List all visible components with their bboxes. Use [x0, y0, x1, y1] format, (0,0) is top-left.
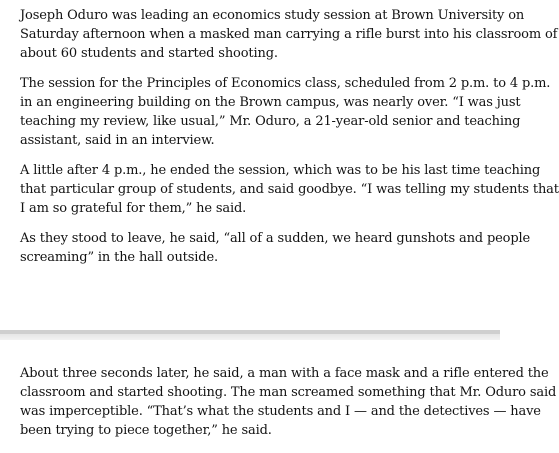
article-body-bottom — [20, 364, 557, 451]
text-line: About three seconds later, he said, a man with a face mask and a rifle entered the — [20, 366, 549, 381]
text-line: As they stood to leave, he said, “all of a sudden, we heard gunshots and people — [20, 231, 531, 246]
text-line: I am so grateful for them,” he said. — [20, 201, 247, 216]
article-paragraph — [20, 6, 558, 63]
article-paragraph — [20, 74, 551, 150]
text-line: screaming” in the hall outside. — [20, 250, 218, 265]
text-line: assistant, said in an interview. — [20, 133, 215, 148]
text-line: The session for the Principles of Economics class, scheduled from 2 p.m. to 4 p.m. — [20, 76, 551, 91]
text-line: teaching my review, like usual,” Mr. Oduro, a 21-year-old senior and teaching — [20, 114, 521, 129]
text-line: that particular group of students, and said goodbye. “I was telling my students that — [20, 182, 559, 197]
text-line: Saturday afternoon when a masked man carrying a rifle burst into his classroom of — [20, 27, 558, 42]
section-divider — [0, 330, 500, 340]
article-body-top — [20, 6, 559, 278]
text-line: about 60 students and started shooting. — [20, 46, 278, 61]
text-line: in an engineering building on the Brown campus, was nearly over. “I was just — [20, 95, 521, 110]
text-line: was imperceptible. “That’s what the students and I — and the detectives — have — [20, 404, 541, 419]
text-line: Joseph Oduro was leading an economics study session at Brown University on — [20, 8, 525, 23]
text-line: A little after 4 p.m., he ended the session, which was to be his last time teaching — [20, 163, 541, 178]
article-paragraph — [20, 229, 531, 267]
text-line: classroom and started shooting. The man screamed something that Mr. Oduro said — [20, 385, 557, 400]
article-paragraph — [20, 161, 559, 218]
text-line: been trying to piece together,” he said. — [20, 423, 272, 438]
article-paragraph — [20, 364, 557, 440]
